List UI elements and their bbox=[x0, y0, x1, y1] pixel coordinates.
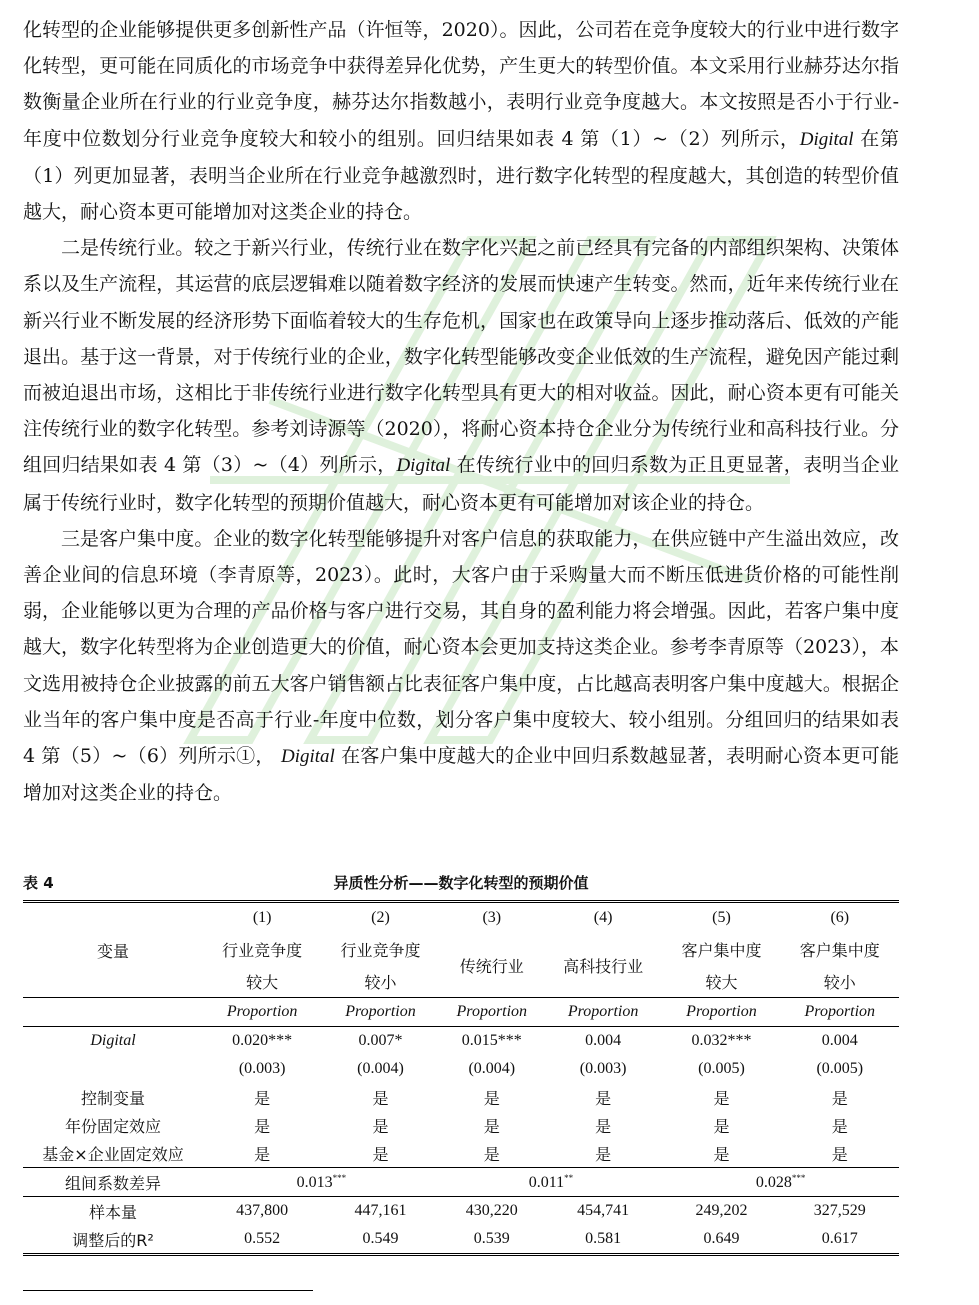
col-label-sub: 较小 bbox=[364, 972, 397, 992]
table-caption bbox=[23, 872, 899, 894]
n-cell: 249,202 bbox=[662, 1197, 780, 1226]
col-label: 客户集中度 bbox=[681, 940, 762, 960]
control-row bbox=[23, 1083, 899, 1111]
col-num: (5) bbox=[712, 909, 731, 926]
r2-cell: 0.539 bbox=[473, 1230, 510, 1247]
control-cell: 是 bbox=[595, 1116, 612, 1136]
italic-term: Digital bbox=[280, 746, 335, 768]
table-title: 异质性分析——数字化转型的预期价值 bbox=[333, 874, 589, 892]
diff-value: 0.028 bbox=[755, 1173, 792, 1191]
text-run: 在第（1）列更加显著，表明当企业所在行业竞争越激烈时，进行数字化转型的程度越大，其创造的转型价值越大，耐心资本更可能增加对这类企业的持仓。 bbox=[23, 127, 899, 224]
table-number: 表 4 bbox=[23, 874, 54, 892]
text-run: 在客户集中度越大的企业中回归系数越显著，表明耐心资本更可能增加对这类企业的持仓。 bbox=[23, 745, 900, 805]
dep-var-label: Proportion bbox=[203, 998, 321, 1027]
se-cell: (0.005) bbox=[816, 1060, 864, 1077]
coef-cell: 0.004 bbox=[544, 1027, 662, 1056]
dep-var-label: Proportion bbox=[662, 998, 780, 1027]
dep-var-label: Proportion bbox=[781, 998, 899, 1027]
r2-cell: 0.617 bbox=[821, 1230, 858, 1247]
n-cell: 454,741 bbox=[544, 1197, 662, 1226]
row-label: 样本量 bbox=[23, 1197, 203, 1226]
diff-cell bbox=[662, 1168, 899, 1197]
row-label: 年份固定效应 bbox=[64, 1116, 161, 1136]
col-label: 传统行业 bbox=[459, 956, 524, 976]
dep-var-blank bbox=[23, 998, 203, 1027]
row-label: 组间系数差异 bbox=[23, 1168, 203, 1197]
dep-var-label: Proportion bbox=[321, 998, 439, 1027]
control-cell: 是 bbox=[372, 1116, 389, 1136]
italic-term: Digital bbox=[396, 455, 451, 477]
diff-stars: *** bbox=[332, 1172, 347, 1183]
dependent-variable-row bbox=[23, 998, 899, 1027]
paragraph-1 bbox=[23, 12, 899, 230]
control-cell: 是 bbox=[372, 1088, 389, 1108]
col-label-sub: 较大 bbox=[705, 972, 738, 992]
diff-cell bbox=[203, 1168, 440, 1197]
text-run: 化转型的企业能够提供更多创新性产品（许恒等，2020）。因此，公司若在竞争度较大的行业中进行数字化转型，更可能在同质化的市场竞争中获得差异化优势，产生更大的转型价值。本文采用行业赫芬达尔指数衡量企业所在行业的行业竞争度，赫芬达尔指数越小，表明行业竞争度越大。本文按照是否小于行业-年度中位数划分行业竞争度较大和较小的组别。回归结果如表 4 第（1）~（2）列所示， bbox=[23, 19, 899, 150]
se-label-blank bbox=[23, 1055, 203, 1083]
se-cell: (0.003) bbox=[579, 1060, 627, 1077]
coef-cell: 0.020*** bbox=[203, 1027, 321, 1056]
control-cell: 是 bbox=[713, 1088, 730, 1108]
text-run: 二是传统行业。较之于新兴行业，传统行业在数字化兴起之前已经具有完备的内部组织架构、决策体系以及生产流程，其运营的底层逻辑难以随着数字经济的发展而快速产生转变。然而，近年来传统行业在新兴行业不断发展的经济形势下面临着较大的生存危机，国家也在政策导向上逐步推动落后、低效的产能退出。基于这一背景，对于传统行业的企业，数字化转型能够改变企业低效的生产流程，避免因产能过剩而被迫退出市场，这相比于非传统行业进行数字化转型具有更大的相对收益。因此，耐心资本更有可能关注传统行业的数字化转型。参考刘诗源等（2020），将耐心资本持仓企业分为传统行业和高科技行业。分组回归结果如表 4 第（3）~（4）列所示， bbox=[23, 237, 899, 477]
digital-coef-row bbox=[23, 1027, 899, 1056]
col-label: 高科技行业 bbox=[563, 956, 644, 976]
row-label-digital: Digital bbox=[23, 1027, 203, 1056]
fund-firm-fe-row bbox=[23, 1139, 899, 1168]
r2-cell: 0.549 bbox=[362, 1230, 399, 1247]
paragraph-3 bbox=[23, 521, 899, 812]
se-cell: (0.004) bbox=[357, 1060, 404, 1077]
digital-se-row bbox=[23, 1055, 899, 1083]
coef-cell: 0.032*** bbox=[662, 1027, 780, 1056]
col-num: (1) bbox=[252, 909, 272, 926]
control-cell: 是 bbox=[595, 1144, 612, 1164]
diff-value: 0.013 bbox=[296, 1173, 333, 1191]
col-num: (6) bbox=[830, 909, 850, 926]
coef-diff-row bbox=[23, 1168, 899, 1197]
adj-r2-row bbox=[23, 1225, 899, 1255]
year-fe-row bbox=[23, 1111, 899, 1139]
body-text bbox=[23, 12, 899, 811]
control-cell: 是 bbox=[831, 1088, 848, 1108]
text-run: 在传统行业中的回归系数为正且更显著，表明当企业属于传统行业时，数字化转型的预期价值越大，耐心资本更有可能增加对该企业的持仓。 bbox=[23, 454, 900, 514]
n-cell: 447,161 bbox=[321, 1197, 439, 1226]
paragraph-2 bbox=[23, 230, 899, 521]
control-cell: 是 bbox=[713, 1116, 730, 1136]
sample-size-row bbox=[23, 1197, 899, 1226]
col-num: (3) bbox=[482, 909, 502, 926]
regression-table bbox=[23, 900, 899, 1256]
control-cell: 是 bbox=[713, 1144, 730, 1164]
r2-cell: 0.552 bbox=[244, 1230, 281, 1247]
col-num: (2) bbox=[371, 909, 390, 926]
control-cell: 是 bbox=[595, 1088, 612, 1108]
text-run: 三是客户集中度。企业的数字化转型能够提升对客户信息的获取能力，在供应链中产生溢出效应，改善企业间的信息环境（李青原等，2023）。此时，大客户由于采购量大而不断压低进货价格的可能性削弱，企业能够以更为合理的产品价格与客户进行交易，其自身的盈利能力将会增强。因此，若客户集中度越大，数字化转型将为企业创造更大的价值，耐心资本会更加支持这类企业。参考李青原等（2023），本文选用被持仓企业披露的前五大客户销售额占比表征客户集中度，占比越高表明客户集中度越大。根据企业当年的客户集中度是否高于行业-年度中位数，划分客户集中度较大、较小组别。分组回归的结果如表 4 第（5）~（6）列所示①， bbox=[23, 527, 899, 768]
control-cell: 是 bbox=[254, 1088, 271, 1108]
dep-var-label: Proportion bbox=[544, 998, 662, 1027]
r2-cell: 0.581 bbox=[585, 1230, 622, 1247]
control-cell: 是 bbox=[483, 1144, 500, 1164]
coef-cell: 0.004 bbox=[781, 1027, 899, 1056]
diff-stars: ** bbox=[564, 1172, 574, 1183]
coef-cell: 0.007* bbox=[321, 1027, 439, 1056]
col-label: 行业竞争度 bbox=[222, 940, 303, 960]
footnote-divider bbox=[23, 1290, 313, 1291]
italic-term: Digital bbox=[799, 128, 854, 150]
r2-cell: 0.649 bbox=[703, 1230, 740, 1247]
header-row-numbers bbox=[23, 902, 899, 934]
coef-cell: 0.015*** bbox=[440, 1027, 544, 1056]
control-cell: 是 bbox=[483, 1088, 500, 1108]
se-cell: (0.005) bbox=[698, 1060, 745, 1077]
diff-cell bbox=[440, 1168, 663, 1197]
control-cell: 是 bbox=[483, 1116, 500, 1136]
n-cell: 430,220 bbox=[440, 1197, 544, 1226]
diff-stars: *** bbox=[791, 1172, 806, 1183]
se-cell: (0.003) bbox=[238, 1060, 286, 1077]
control-cell: 是 bbox=[831, 1144, 848, 1164]
col-label: 客户集中度 bbox=[799, 940, 880, 960]
col-num: (4) bbox=[593, 909, 613, 926]
se-cell: (0.004) bbox=[468, 1060, 516, 1077]
col-label-sub: 较大 bbox=[246, 972, 279, 992]
row-label: 控制变量 bbox=[80, 1088, 145, 1108]
control-cell: 是 bbox=[254, 1144, 271, 1164]
control-cell: 是 bbox=[372, 1144, 389, 1164]
control-cell: 是 bbox=[831, 1116, 848, 1136]
diff-value: 0.011 bbox=[528, 1173, 565, 1191]
control-cell: 是 bbox=[254, 1116, 271, 1136]
variable-header: 变量 bbox=[96, 941, 129, 961]
col-label-sub: 较小 bbox=[823, 972, 856, 992]
n-cell: 327,529 bbox=[781, 1197, 899, 1226]
col-label: 行业竞争度 bbox=[340, 940, 421, 960]
row-label: 调整后的R² bbox=[72, 1230, 154, 1250]
n-cell: 437,800 bbox=[203, 1197, 321, 1226]
dep-var-label: Proportion bbox=[440, 998, 544, 1027]
row-label: 基金×企业固定效应 bbox=[42, 1144, 184, 1164]
